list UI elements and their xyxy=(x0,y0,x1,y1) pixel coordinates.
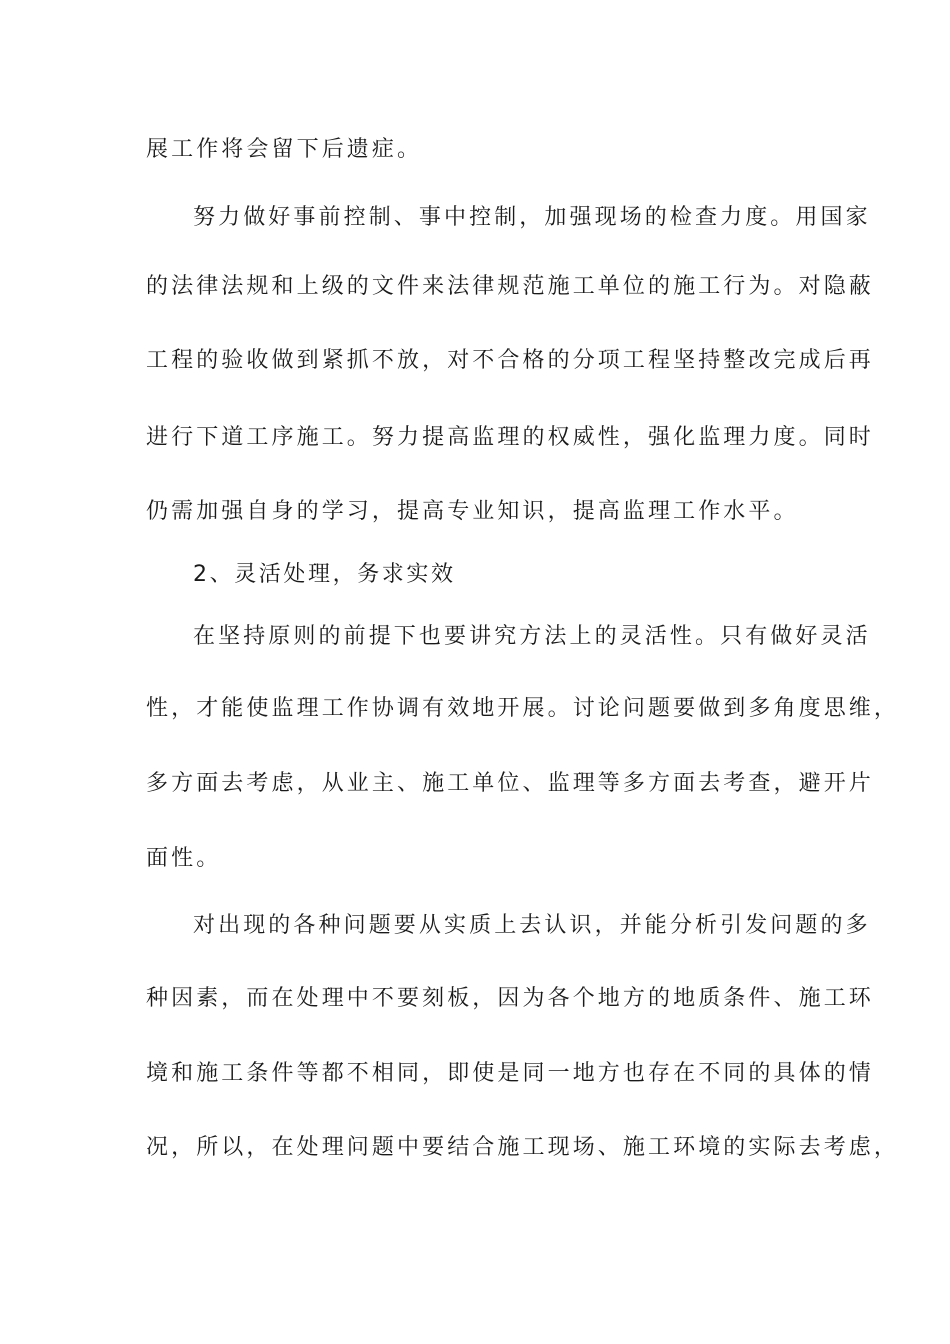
text-line-content: 对出现的各种问题要从实质上去认识，并能分析引发问题的多 xyxy=(193,913,871,938)
text-line-content: 展工作将会留下后遗症。 xyxy=(146,137,423,162)
text-line xyxy=(0,689,950,729)
text-line-content: 境和施工条件等都不相同，即使是同一地方也存在不同的具体的情 xyxy=(146,1061,874,1086)
text-line-content: 面性。 xyxy=(146,846,222,871)
text-line-content: 在坚持原则的前提下也要讲究方法上的灵活性。只有做好灵活 xyxy=(193,624,871,649)
text-line-content: 努力做好事前控制、事中控制，加强现场的检查力度。用国家 xyxy=(193,205,871,230)
text-line-content: 仍需加强自身的学习，提高专业知识，提高监理工作水平。 xyxy=(146,499,799,524)
section-heading-text: 2、灵活处理，务求实效 xyxy=(193,562,456,587)
text-line-content: 的法律法规和上级的文件来法律规范施工单位的施工行为。对隐蔽 xyxy=(146,274,874,299)
text-line xyxy=(0,130,950,170)
text-line xyxy=(0,198,950,238)
text-line xyxy=(0,418,950,458)
text-line-content: 种因素，而在处理中不要刻板，因为各个地方的地质条件、施工环 xyxy=(146,986,874,1011)
text-line xyxy=(0,617,950,657)
text-line xyxy=(0,1128,950,1168)
text-line xyxy=(0,492,950,532)
text-line xyxy=(0,979,950,1019)
text-line-content: 多方面去考虑，从业主、施工单位、监理等多方面去考查，避开片 xyxy=(146,771,874,796)
text-line xyxy=(0,764,950,804)
text-line xyxy=(0,839,950,879)
text-line xyxy=(0,906,950,946)
text-line xyxy=(0,341,950,381)
section-heading xyxy=(0,555,950,595)
text-line xyxy=(0,267,950,307)
text-line-content: 进行下道工序施工。努力提高监理的权威性，强化监理力度。同时 xyxy=(146,425,874,450)
text-line-content: 性，才能使监理工作协调有效地开展。讨论问题要做到多角度思维， xyxy=(146,696,900,721)
text-line-content: 况，所以，在处理问题中要结合施工现场、施工环境的实际去考虑， xyxy=(146,1135,900,1160)
text-line xyxy=(0,1054,950,1094)
text-line-content: 工程的验收做到紧抓不放，对不合格的分项工程坚持整改完成后再 xyxy=(146,348,874,373)
